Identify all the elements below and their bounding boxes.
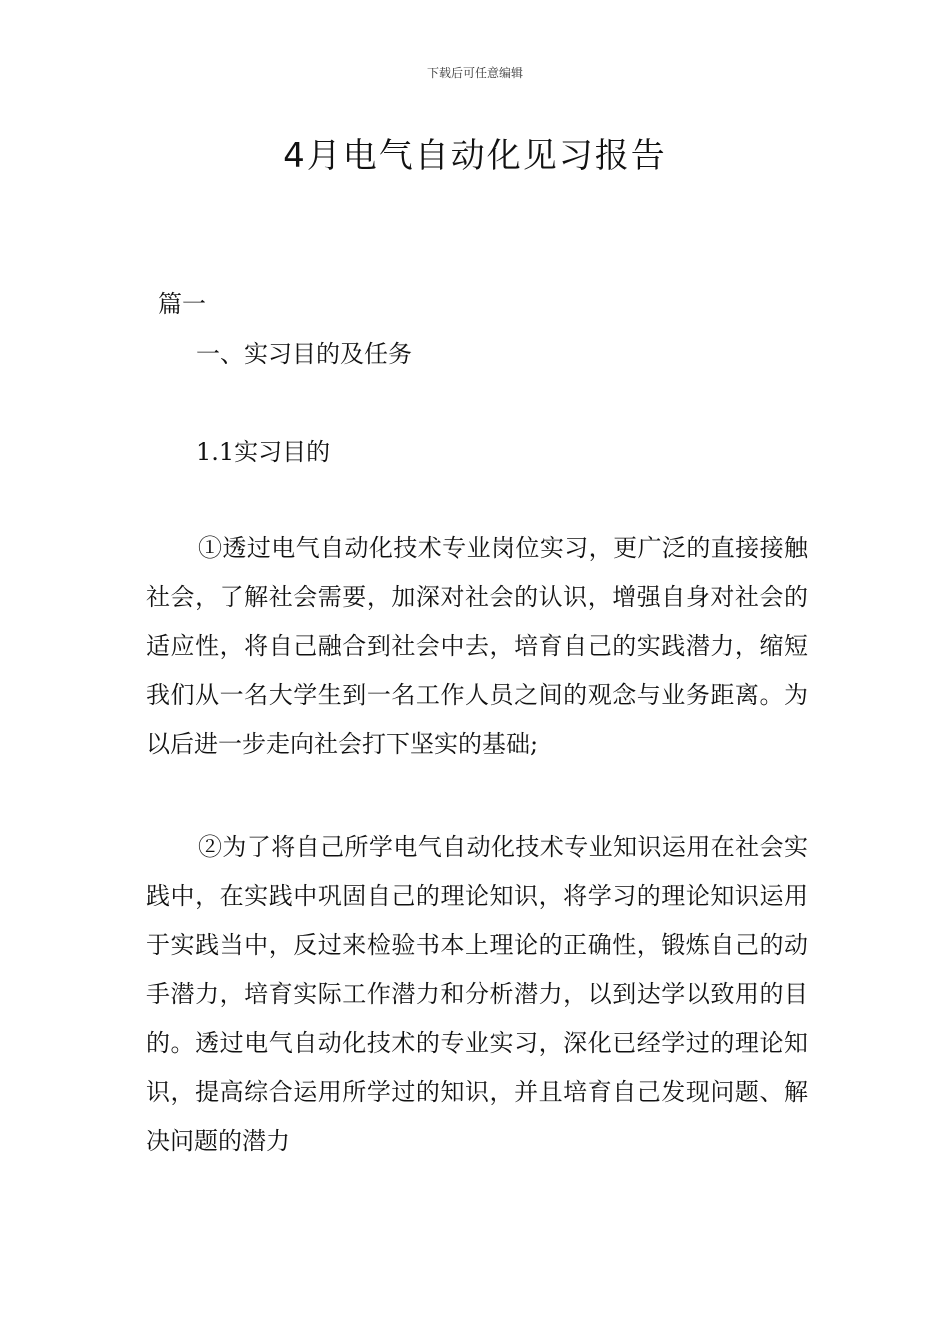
- paragraph-1: ①透过电气自动化技术专业岗位实习，更广泛的直接接触社会，了解社会需要，加深对社会的认识，增强自身对社会的适应性，将自己融合到社会中去，培育自己的实践潜力，缩短我们从一名大学生到一名工作人员之间的观念与业务距离。为以后进一步走向社会打下坚实的基础;: [146, 534, 808, 758]
- heading-internship-purpose: 1.1实习目的: [196, 438, 331, 466]
- section-label: 篇一: [158, 290, 206, 318]
- paragraph-2: ②为了将自己所学电气自动化技术专业知识运用在社会实践中，在实践中巩固自己的理论知识，将学习的理论知识运用于实践当中，反过来检验书本上理论的正确性，锻炼自己的动手潜力，培育实际工作潜力和分析潜力，以到达学以致用的目的。透过电气自动化技术的专业实习，深化已经学过的理论知识，提高综合运用所学过的知识，并且培育自己发现问题、解决问题的潜力: [146, 833, 808, 1155]
- header-note: 下载后可任意编辑: [426, 66, 523, 80]
- document-title: 4月电气自动化见习报告: [283, 136, 667, 176]
- heading-objectives-and-tasks: 一、实习目的及任务: [196, 340, 412, 368]
